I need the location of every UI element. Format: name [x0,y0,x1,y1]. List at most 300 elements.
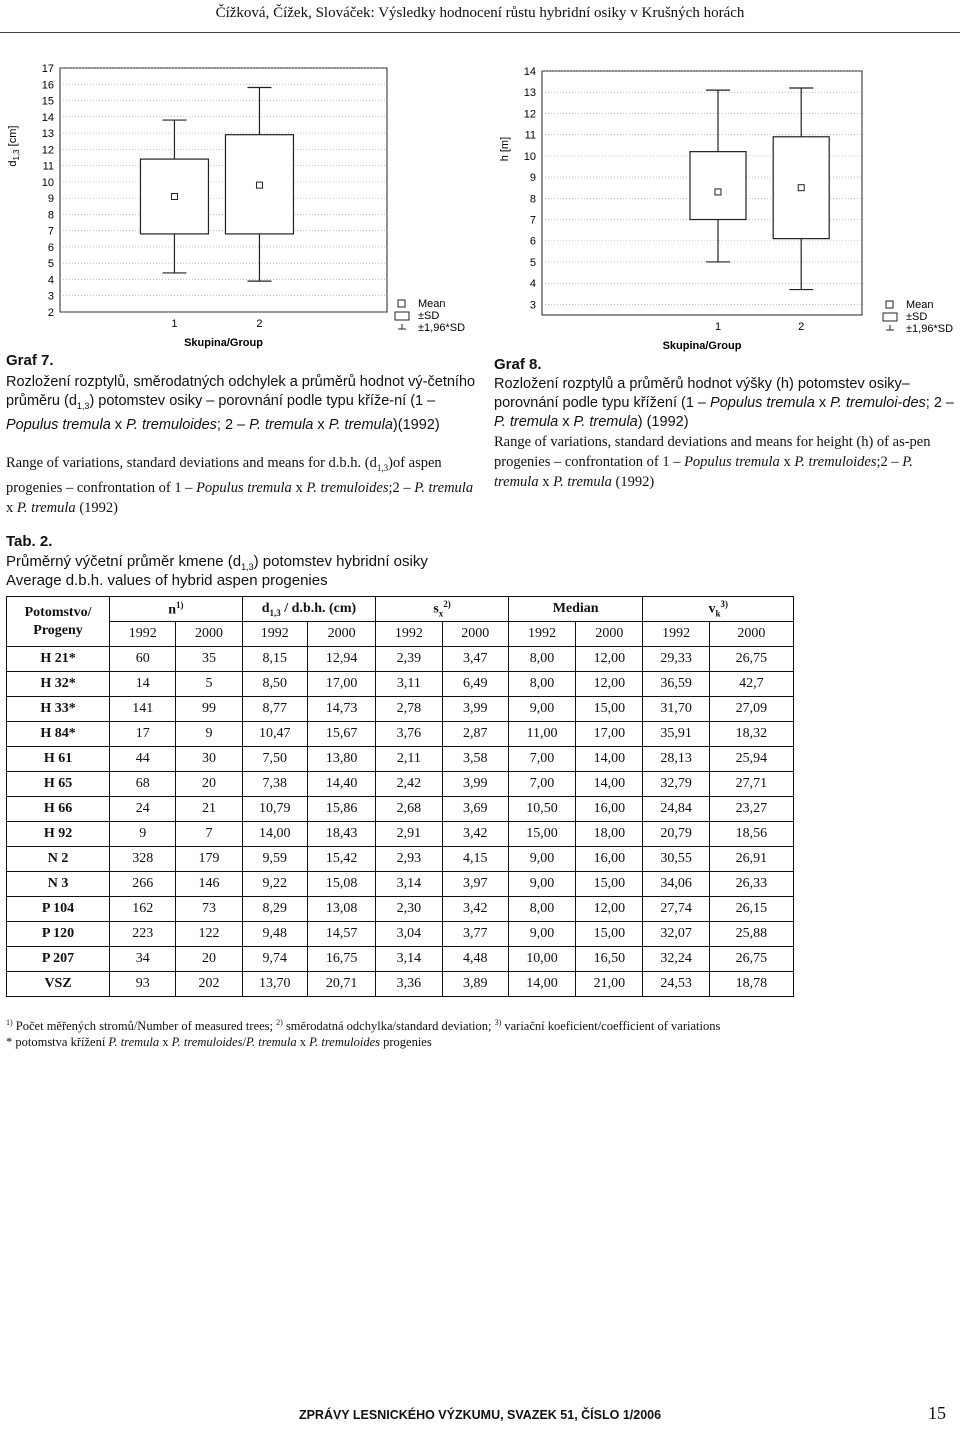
caption-run: P. tremula [16,499,76,516]
col-median: Median [508,597,643,622]
year-header: 2000 [307,622,375,647]
page-number: 15 [928,1403,946,1423]
value-cell: 15,86 [307,797,375,822]
value-cell: 18,32 [709,722,793,747]
year-header: 2000 [176,622,242,647]
tab2-table [6,596,794,997]
value-cell: 3,69 [442,797,508,822]
caption-run: Rozložení rozptylů a průměrů hodnot výšky (h) potomstev osiky [494,376,902,392]
chart-graf7 [0,62,480,352]
value-cell: 35,91 [643,722,709,747]
value-cell: 21 [176,797,242,822]
value-cell: 7,00 [508,747,575,772]
table-row [7,697,794,722]
value-cell: 5 [176,672,242,697]
caption-run: P. tremuloides [794,454,877,470]
value-cell: 36,59 [643,672,709,697]
table-row [7,947,794,972]
caption-run: (1992) [611,474,655,490]
value-cell: 162 [110,897,176,922]
table-row [7,847,794,872]
value-cell: 8,77 [242,697,307,722]
y-tick-label: 12 [41,144,54,157]
caption-run: 2 – [880,454,903,470]
caption-run: Range of variations, standard deviations and means for height (h) of as- [494,434,910,450]
table-row [7,647,794,672]
x-tick-label: 1 [171,318,178,330]
caption-run: ní (1 – [394,393,436,409]
caption-run: P. tremuloi- [830,395,903,411]
value-cell: 179 [176,847,242,872]
y-tick-label: 3 [529,299,536,312]
value-cell: 14,00 [508,972,575,997]
caption-run: x [779,454,795,470]
value-cell: 9,00 [508,847,575,872]
graf7-caption-cz [6,373,476,435]
caption-run: Populus tremula [684,454,780,470]
value-cell: 99 [176,697,242,722]
progeny-cell: P 104 [7,897,110,922]
caption-run: x [291,479,307,496]
value-cell: 7,00 [508,772,575,797]
y-axis-label: $d_{1,3}$ [cm] [7,125,21,167]
y-tick-label: 4 [47,274,54,287]
value-cell: 34,06 [643,872,709,897]
year-header: 1992 [643,622,709,647]
y-tick-label: 2 [47,307,54,319]
caption-run: ) (1992) [637,414,689,430]
y-tick-label: 5 [47,258,54,271]
col-sx: $s_x^{2)}$ [376,597,509,622]
year-header: 2000 [576,622,643,647]
value-cell: 223 [110,922,176,947]
running-header: Čížková, Čížek, Slováček: Výsledky hodnocení růstu hybridní osiky v Krušných horách [215,5,745,21]
progeny-cell: H 32* [7,672,110,697]
x-tick-label: 2 [256,318,263,330]
value-cell: 20,79 [643,822,709,847]
caption-run: Rozložení rozptylů, směrodatných odchylek a průměrů hodnot vý- [6,374,428,390]
value-cell: 13,08 [307,897,375,922]
value-cell: 16,75 [307,947,375,972]
table-row [7,672,794,697]
value-cell: 27,09 [709,697,793,722]
value-cell: 9,00 [508,922,575,947]
col-n: $n^{1)}$ [110,597,243,622]
year-header: 1992 [242,622,307,647]
caption-run: P. tremula [494,454,913,490]
caption-run: des [902,395,926,411]
value-cell: 25,94 [709,747,793,772]
legend-label: ±1,96*SD [906,323,954,335]
value-cell: 8,00 [508,672,575,697]
value-cell: 35 [176,647,242,672]
progeny-cell: H 61 [7,747,110,772]
value-cell: 12,00 [576,897,643,922]
mean-marker [715,189,721,195]
value-cell: 9,00 [508,872,575,897]
value-cell: 8,50 [242,672,307,697]
x-tick-label: 2 [798,321,805,333]
value-cell: 17,00 [576,722,643,747]
mean-marker [256,182,262,188]
value-cell: 12,00 [576,647,643,672]
caption-run: P. tremula [573,414,638,430]
progeny-cell: VSZ [7,972,110,997]
caption-run: x [6,499,17,516]
value-cell: 7,38 [242,772,307,797]
value-cell: 266 [110,872,176,897]
legend-label: Mean [418,298,446,310]
value-cell: 14,57 [307,922,375,947]
value-cell: 3,97 [442,872,508,897]
value-cell: 13,80 [307,747,375,772]
y-tick-label: 7 [529,214,536,227]
progeny-cell: H 33* [7,697,110,722]
y-tick-label: 8 [47,209,54,222]
value-cell: 3,42 [442,897,508,922]
col-vk: $v_k^{3)}$ [643,597,794,622]
caption-run: P. tremula [328,416,393,433]
caption-run: četního průměru (d [6,374,476,409]
value-cell: 29,33 [643,647,709,672]
caption-run: Populus tremula [710,395,815,411]
value-cell: 30 [176,747,242,772]
caption-run: x [110,416,127,433]
value-cell: 20,71 [307,972,375,997]
progeny-cell: P 207 [7,947,110,972]
caption-run: ) [388,455,393,471]
value-cell: 16,50 [576,947,643,972]
caption-run: pen progenies – confrontation of 1 – [494,434,931,470]
value-cell: 202 [176,972,242,997]
progeny-cell: H 65 [7,772,110,797]
value-cell: 17 [110,722,176,747]
caption-run: P. tremuloides [306,479,389,496]
value-cell: 9,22 [242,872,307,897]
value-cell: 16,00 [576,847,643,872]
value-cell: 9,48 [242,922,307,947]
value-cell: 3,11 [376,672,442,697]
y-tick-label: 10 [41,176,54,189]
value-cell: 18,43 [307,822,375,847]
caption-run: x [538,474,554,490]
legend-sd-icon [883,313,897,321]
progeny-cell: P 120 [7,922,110,947]
value-cell: 60 [110,647,176,672]
y-tick-label: 9 [529,172,536,185]
value-cell: 2,42 [376,772,442,797]
value-cell: 146 [176,872,242,897]
value-cell: 12,00 [576,672,643,697]
value-cell: 3,99 [442,697,508,722]
caption-run: ; 2 – [925,395,954,411]
x-axis-label: Skupina/Group [662,340,742,352]
value-cell: 31,70 [643,697,709,722]
value-cell: 25,88 [709,922,793,947]
value-cell: 10,00 [508,947,575,972]
value-cell: 3,99 [442,772,508,797]
value-cell: 20 [176,772,242,797]
value-cell: 3,77 [442,922,508,947]
caption-run: of aspen progenies – confrontation of 1 – [6,455,442,496]
footnote-line-2: * potomstva křížení P. tremula x P. tremuloides/P. tremula x P. tremuloides progenies [6,1035,432,1049]
caption-run: x [313,416,329,433]
value-cell: 20 [176,947,242,972]
caption-run: ; 2 – [216,416,250,433]
value-cell: 26,33 [709,872,793,897]
value-cell: 24,84 [643,797,709,822]
y-tick-label: 6 [47,241,54,254]
x-axis-label: Skupina/Group [184,337,263,349]
value-cell: 9,00 [508,697,575,722]
value-cell: 2,30 [376,897,442,922]
caption-run: x [558,414,574,430]
value-cell: 26,75 [709,647,793,672]
y-tick-label: 13 [523,87,536,100]
value-cell: 3,89 [442,972,508,997]
table-row [7,747,794,772]
caption-run: Populus tremula [196,479,292,496]
value-cell: 14 [110,672,176,697]
value-cell: 8,00 [508,897,575,922]
caption-run: Range of variations, standard deviations and means for d.b.h. (d [6,455,377,471]
tab2-title-cz: Průměrný výčetní průměr kmene $(d_{1,3})$ potomstev hybridní osiky [6,553,428,572]
value-cell: 27,74 [643,897,709,922]
value-cell: 2,39 [376,647,442,672]
tab2-label: Tab. 2. [6,533,53,550]
value-cell: 3,36 [376,972,442,997]
chart-graf8 [488,65,960,355]
value-cell: 10,50 [508,797,575,822]
caption-run: (1992) [75,499,118,516]
table-row [7,872,794,897]
y-tick-label: 5 [529,256,536,269]
legend-label: ±1,96*SD [418,322,466,334]
caption-run: x [814,395,831,411]
value-cell: 3,04 [376,922,442,947]
y-tick-label: 15 [41,95,54,108]
caption-run: ) potomstev osiky – porovnání podle typu kříže- [89,393,395,409]
value-cell: 26,15 [709,897,793,922]
value-cell: 3,58 [442,747,508,772]
value-cell: 8,29 [242,897,307,922]
value-cell: 8,00 [508,647,575,672]
y-tick-label: 14 [41,111,54,124]
value-cell: 42,7 [709,672,793,697]
caption-run: P. tremula [553,474,612,490]
caption-run: P. tremula [414,479,474,496]
value-cell: 13,70 [242,972,307,997]
y-tick-label: 11 [42,160,54,173]
value-cell: 18,56 [709,822,793,847]
value-cell: 14,00 [576,747,643,772]
value-cell: 27,71 [709,772,793,797]
value-cell: 30,55 [643,847,709,872]
y-tick-label: 8 [529,193,536,206]
value-cell: 7 [176,822,242,847]
caption-run: 2 – [392,479,415,496]
value-cell: 93 [110,972,176,997]
legend-mean-icon [398,300,405,307]
value-cell: 3,14 [376,872,442,897]
value-cell: 10,79 [242,797,307,822]
y-tick-label: 11 [524,129,536,142]
value-cell: 9,59 [242,847,307,872]
year-header: 2000 [442,622,508,647]
value-cell: 17,00 [307,672,375,697]
caption-run: P. tremula [494,414,559,430]
value-cell: 15,00 [576,697,643,722]
sd-box [690,152,746,220]
value-cell: 2,87 [442,722,508,747]
value-cell: 18,78 [709,972,793,997]
legend-sd-icon [395,312,409,320]
value-cell: 34 [110,947,176,972]
caption-run: (1992) [397,416,440,433]
plot-frame [60,68,387,312]
caption-run: – porovnání podle typu křížení (1 – [494,376,910,411]
legend-label: ±SD [906,311,928,323]
value-cell: 15,08 [307,872,375,897]
value-cell: 14,40 [307,772,375,797]
journal-footer: ZPRÁVY LESNICKÉHO VÝZKUMU, SVAZEK 51, ČÍSLO 1/2006 [298,1408,662,1422]
year-header: 2000 [709,622,793,647]
y-tick-label: 16 [41,79,54,92]
graf8-title: Graf 8. [494,356,542,373]
value-cell: 15,42 [307,847,375,872]
year-header: 1992 [110,622,176,647]
value-cell: 2,93 [376,847,442,872]
value-cell: 141 [110,697,176,722]
col-d13: $d_{1,3} / d.b.h$. (cm) [242,597,376,622]
value-cell: 9,74 [242,947,307,972]
value-cell: 15,00 [576,872,643,897]
table-row [7,722,794,747]
value-cell: 2,11 [376,747,442,772]
years-row [7,622,794,647]
value-cell: 8,15 [242,647,307,672]
footnote-line-1: $^{1)}$ Počet měřených stromů/Number of measured trees; $^{2)}$ směrodatná odchylka/standard deviation; $^{3)}$ variační koeficient/coefficient of variations [6,1018,721,1034]
x-tick-label: 1 [714,321,722,333]
year-header: 1992 [376,622,442,647]
value-cell: 26,91 [709,847,793,872]
progeny-cell: N 3 [7,872,110,897]
value-cell: 4,15 [442,847,508,872]
value-cell: 2,78 [376,697,442,722]
y-tick-label: 12 [523,108,536,121]
graf8-caption-en [494,432,960,492]
header-rule [0,32,960,33]
value-cell: 14,00 [242,822,307,847]
value-cell: 68 [110,772,176,797]
value-cell: 26,75 [709,947,793,972]
value-cell: 4,48 [442,947,508,972]
value-cell: 328 [110,847,176,872]
value-cell: 15,67 [307,722,375,747]
value-cell: 3,76 [376,722,442,747]
y-tick-label: 14 [523,66,536,78]
progeny-cell: H 84* [7,722,110,747]
graf8-caption-cz [494,375,960,432]
mean-marker [798,185,804,191]
value-cell: 28,13 [643,747,709,772]
year-header: 1992 [508,622,575,647]
value-cell: 32,24 [643,947,709,972]
value-cell: 44 [110,747,176,772]
graf7-title: Graf 7. [6,352,54,369]
y-tick-label: 7 [47,225,54,238]
table-row [7,972,794,997]
y-axis-label: h [m] [499,136,511,162]
tab2-title-en: Average d.b.h. values of hybrid aspen progenies [6,572,328,589]
value-cell: 2,91 [376,822,442,847]
value-cell: 24 [110,797,176,822]
caption-run: Populus tremula [6,416,111,433]
legend-label: Mean [906,299,934,311]
y-tick-label: 10 [523,150,536,163]
progeny-cell: H 66 [7,797,110,822]
value-cell: 9 [176,722,242,747]
value-cell: 10,47 [242,722,307,747]
table-row [7,822,794,847]
caption-run: P. tremuloides [126,416,217,433]
col-progeny: Potomstvo/ Progeny [7,597,110,647]
progeny-cell: H 21* [7,647,110,672]
value-cell: 12,94 [307,647,375,672]
graf7-caption-en [6,453,476,518]
caption-run: ; [876,454,881,470]
value-cell: 15,00 [576,922,643,947]
legend-label: ±SD [418,310,440,322]
value-cell: 21,00 [576,972,643,997]
y-tick-label: 4 [529,278,536,291]
value-cell: 32,07 [643,922,709,947]
caption-run: 1,3 [76,400,90,411]
value-cell: 32,79 [643,772,709,797]
value-cell: 24,53 [643,972,709,997]
y-tick-label: 3 [47,290,54,303]
legend-mean-icon [886,301,893,308]
table-row [7,897,794,922]
progeny-cell: H 92 [7,822,110,847]
progeny-cell: N 2 [7,847,110,872]
table-row [7,797,794,822]
value-cell: 3,14 [376,947,442,972]
value-cell: 11,00 [508,722,575,747]
mean-marker [171,194,177,200]
value-cell: 14,00 [576,772,643,797]
value-cell: 3,42 [442,822,508,847]
value-cell: 14,73 [307,697,375,722]
value-cell: 18,00 [576,822,643,847]
value-cell: 3,47 [442,647,508,672]
caption-run: ; [388,479,393,496]
y-tick-label: 9 [47,193,54,206]
caption-run: P. tremula [249,416,314,433]
caption-run: 1,3 [376,462,389,473]
value-cell: 2,68 [376,797,442,822]
table-row [7,772,794,797]
value-cell: 6,49 [442,672,508,697]
y-tick-label: 17 [41,63,54,75]
value-cell: 73 [176,897,242,922]
table-row [7,922,794,947]
value-cell: 23,27 [709,797,793,822]
value-cell: 9 [110,822,176,847]
y-tick-label: 13 [41,128,54,141]
caption-run: ) [392,416,398,433]
y-tick-label: 6 [529,235,536,248]
